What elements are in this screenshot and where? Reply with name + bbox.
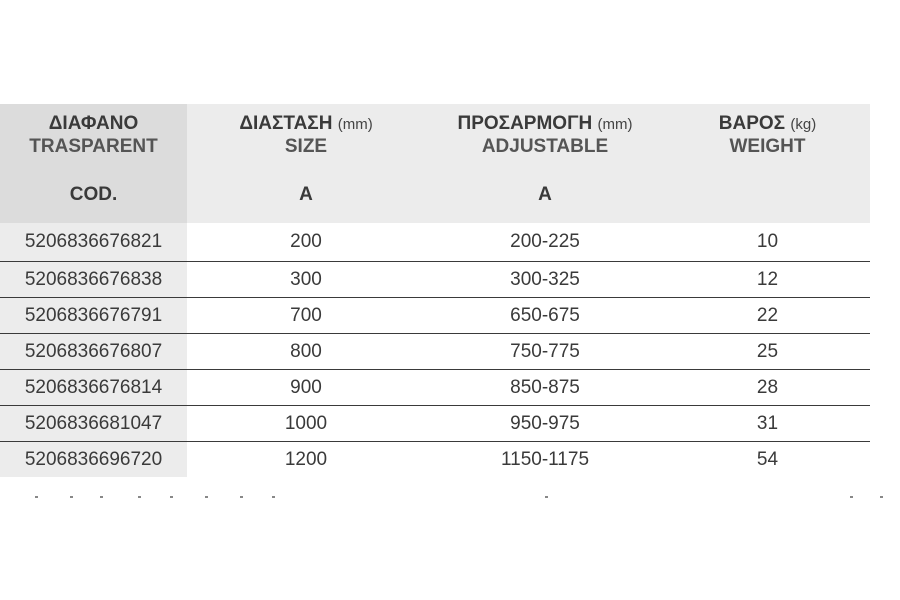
cell-adjustable: 850-875	[510, 376, 580, 398]
header-adjustable-greek: ΠΡΟΣΑΡΜΟΓΗ (mm)	[457, 113, 633, 134]
cell-code: 5206836681047	[0, 406, 187, 441]
cell-size: 1000	[284, 412, 328, 434]
header-weight-label: WEIGHT	[729, 136, 806, 157]
header-size	[187, 104, 425, 223]
header-weight	[665, 104, 870, 223]
header-size-label: SIZE	[284, 136, 328, 157]
header-adjustable-sub: A	[538, 184, 552, 205]
header-code	[0, 104, 187, 223]
cell-size: 800	[290, 340, 322, 362]
table-row	[0, 223, 870, 261]
cell-code: 5206836696720	[0, 442, 187, 477]
cell-size: 700	[290, 304, 322, 326]
header-code-greek: ΔΙΑΦΑΝΟ	[48, 113, 139, 134]
cell-weight: 10	[756, 231, 779, 252]
table-row	[0, 405, 870, 441]
table-row	[0, 261, 870, 297]
cell-adjustable: 300-325	[510, 268, 580, 290]
cell-weight: 54	[756, 448, 779, 470]
header-weight-greek: ΒΑΡΟΣ (kg)	[718, 113, 817, 134]
cell-adjustable: 200-225	[510, 231, 580, 252]
header-adjustable	[425, 104, 665, 223]
cell-weight: 25	[756, 340, 779, 362]
cell-size: 900	[290, 376, 322, 398]
cell-code: 5206836676838	[0, 262, 187, 297]
header-code-label: TRASPARENT	[29, 136, 158, 157]
cell-weight: 12	[756, 268, 779, 290]
table-row	[0, 369, 870, 405]
table-row	[0, 333, 870, 369]
cell-weight: 31	[756, 412, 779, 434]
cell-code: 5206836676791	[0, 298, 187, 333]
cropped-text-remnant	[0, 496, 900, 504]
cell-weight: 28	[756, 376, 779, 398]
cell-adjustable: 1150-1175	[500, 448, 590, 470]
table-row	[0, 441, 870, 477]
cell-size: 300	[290, 268, 322, 290]
cell-size: 200	[290, 231, 322, 252]
table-row	[0, 297, 870, 333]
header-code-sub: COD.	[69, 184, 118, 205]
cell-code: 5206836676814	[0, 370, 187, 405]
header-adjustable-label: ADJUSTABLE	[481, 136, 609, 157]
table-header	[0, 104, 870, 223]
header-size-greek: ΔΙΑΣΤΑΣΗ (mm)	[239, 113, 373, 134]
cell-adjustable: 650-675	[510, 304, 580, 326]
cell-weight: 22	[756, 304, 779, 326]
cell-code: 5206836676807	[0, 334, 187, 369]
header-weight-unit: (kg)	[790, 116, 817, 133]
cell-code: 5206836676821	[0, 223, 187, 261]
spec-table	[0, 104, 870, 477]
cell-size: 1200	[284, 448, 328, 470]
cell-adjustable: 750-775	[510, 340, 580, 362]
header-size-unit: (mm)	[337, 116, 373, 133]
cell-adjustable: 950-975	[510, 412, 580, 434]
header-adjustable-unit: (mm)	[597, 116, 633, 133]
header-size-sub: A	[299, 184, 313, 205]
